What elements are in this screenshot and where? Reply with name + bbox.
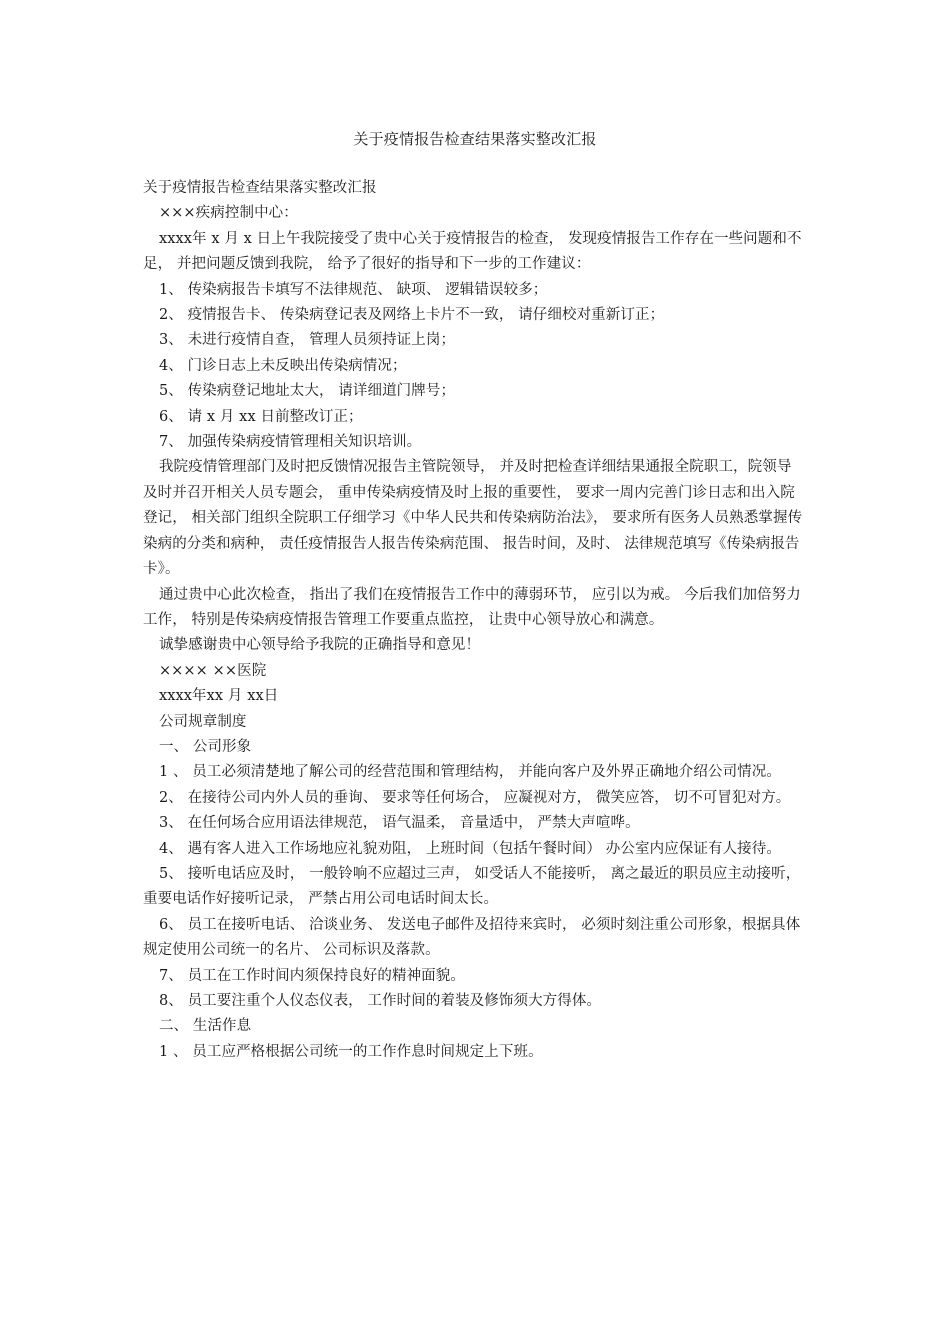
rule-item: 8、 员工要注重个人仪态仪表， 工作时间的着装及修饰须大方得体。 <box>158 993 602 1009</box>
rule-item: 6、 员工在接听电话、 洽谈业务、 发送电子邮件及招待来宾时， 必须时刻注重公司形象，根据具体规定使用公司统一的名片、 公司标识及落款。 <box>143 916 801 959</box>
rule-item: 4、 遇有客人进入工作场地应礼貌劝阻， 上班时间（包括午餐时间） 办公室内应保证有人接待。 <box>158 840 781 857</box>
rule-item: 3、 在任何场合应用语法律规范， 语气温柔， 音量适中， 严禁大声喧哗。 <box>158 815 640 832</box>
section-title: 一、 公司形象 <box>158 738 252 755</box>
issue-item: 3、 未进行疫情自查， 管理人员须持证上岗； <box>158 332 456 349</box>
issue-item: 7、 加强传染病疫情管理相关知识培训。 <box>158 434 422 451</box>
rules-title: 公司规章制度 <box>158 713 247 730</box>
document-body <box>143 176 803 1065</box>
thanks-paragraph: 诚挚感谢贵中心领导给予我院的正确指导和意见！ <box>158 637 481 654</box>
rule-item: 7、 员工在工作时间内须保持良好的精神面貌。 <box>158 967 465 984</box>
rule-item: 1 、 员工必须清楚地了解公司的经营范围和管理结构， 并能向客户及外界正确地介绍公司情况。 <box>158 764 781 781</box>
reflection-paragraph: 通过贵中心此次检查， 指出了我们在疫情报告工作中的薄弱环节， 应引以为戒。 今后我们加倍努力工作， 特别是传染病疫情报告管理工作要重点监控， 让贵中心领导放心和满意。 <box>143 586 801 628</box>
rule-item: 5、 接听电话应及时， 一般铃响不应超过三声， 如受话人不能接听， 离之最近的职员应主动接听， 重要电话作好接听记录， 严禁占用公司电话时间太长。 <box>143 865 801 908</box>
issue-item: 1、 传染病报告卡填写不法律规范、 缺项、 逻辑错误较多； <box>158 281 548 298</box>
section-title: 二、 生活作息 <box>158 1018 252 1035</box>
signature: ×××× ××医院 <box>158 662 267 679</box>
document-heading: 关于疫情报告检查结果落实整改汇报 <box>143 180 377 196</box>
rule-item: 2、 在接待公司内外人员的垂询、 要求等任何场合， 应凝视对方， 微笑应答， 切不可冒犯对方。 <box>158 789 791 806</box>
document-title: 关于疫情报告检查结果落实整改汇报 <box>353 130 597 148</box>
issue-item: 5、 传染病登记地址太大， 请详细道门牌号； <box>158 383 456 400</box>
issue-item: 2、 疫情报告卡、 传染病登记表及网络上卡片不一致， 请仔细校对重新订正； <box>158 307 665 324</box>
action-paragraph: 我院疫情管理部门及时把反馈情况报告主管院领导， 并及时把检查详细结果通报全院职工，院领导及时并召开相关人员专题会， 重申传染病疫情及时上报的重要性， 要求一周内完善门诊日志和出入院登记， 相关部门组织全院职工仔细学习《中华人民共和传染病防治法》， 要求所有医务人员熟悉掌握传染病的分类和病种， 责任疫情报告人报告传染病范围、 报告时间，及时、 法律规范填写《传染病报告卡》。 <box>143 459 803 578</box>
signature-date: xxxx年xx 月 xx日 <box>158 688 279 705</box>
issue-item: 4、 门诊日志上未反映出传染病情况； <box>158 357 407 374</box>
issue-item: 6、 请 x 月 xx 日前整改订正； <box>158 408 363 425</box>
intro-paragraph: xxxx年 x 月 x 日上午我院接受了贵中心关于疫情报告的检查， 发现疫情报告工作存在一些问题和不足， 并把问题反馈到我院， 给予了很好的指导和下一步的工作建议： <box>143 230 802 273</box>
salutation: ×××疾病控制中心： <box>158 205 298 222</box>
rule-item: 1 、 员工应严格根据公司统一的工作作息时间规定上下班。 <box>158 1043 543 1060</box>
